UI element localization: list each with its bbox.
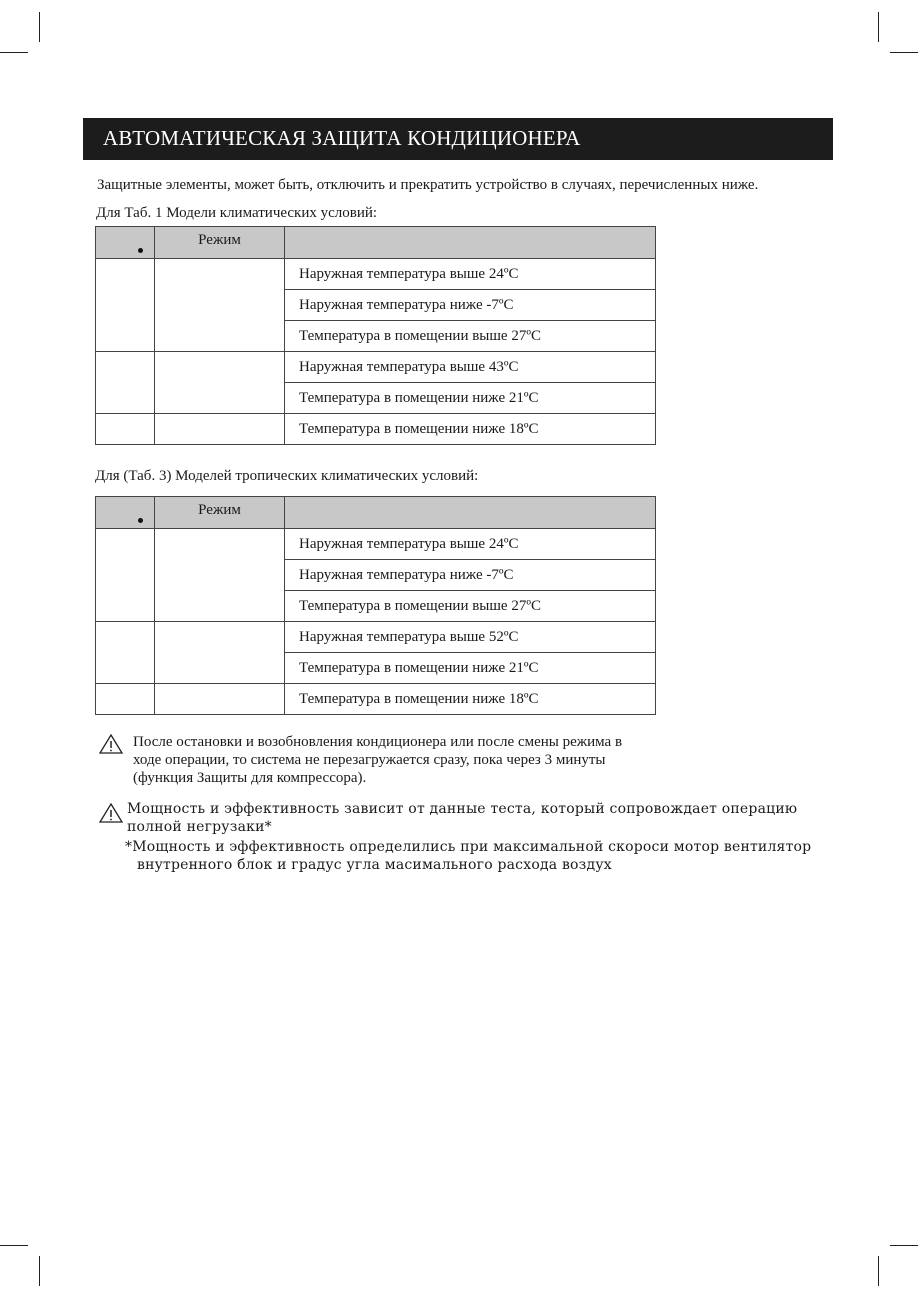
note-compressor-line1: После остановки и возобновления кондиционера или после смены режима в	[133, 734, 623, 750]
mode-icon-cell	[96, 259, 155, 352]
table-row	[96, 259, 656, 290]
mode-icon-cell	[96, 622, 155, 684]
condition-cell: Температура в помещении ниже 21ºC	[285, 383, 656, 414]
crop-mark	[890, 52, 918, 53]
condition-cell: Наружная температура выше 52ºC	[285, 622, 656, 653]
header-mode-label: Режим	[198, 232, 241, 248]
note-compressor-line2: ходе операции, то система не перезагружается сразу, пока через 3 минуты	[133, 752, 606, 768]
bullet-dot-icon	[138, 518, 143, 523]
section-title-bar	[83, 118, 833, 160]
table-row	[96, 352, 656, 383]
mode-name-cell	[155, 259, 285, 352]
condition-cell: Температура в помещении выше 27ºC	[285, 591, 656, 622]
protection-table-3	[95, 496, 656, 715]
mode-name-cell	[155, 352, 285, 414]
crop-mark	[878, 12, 879, 42]
warning-triangle-icon	[99, 803, 123, 823]
table1-caption: Для Таб. 1 Модели климатических условий:	[96, 205, 378, 221]
intro-text: Защитные элементы, может быть, отключить и прекратить устройство в случаях, перечисленных ниже.	[97, 177, 759, 193]
crop-mark	[39, 12, 40, 42]
condition-cell: Температура в помещении выше 27ºC	[285, 321, 656, 352]
mode-name-cell	[155, 529, 285, 622]
condition-cell: Наружная температура выше 43ºC	[285, 352, 656, 383]
crop-mark	[0, 1245, 28, 1246]
header-condition-cell	[285, 497, 656, 529]
table3-caption: Для (Таб. 3) Моделей тропических климатических условий:	[95, 468, 479, 484]
header-mode-cell	[155, 227, 285, 259]
header-condition-cell	[285, 227, 656, 259]
mode-name-cell	[155, 684, 285, 715]
table-row	[96, 414, 656, 445]
mode-name-cell	[155, 622, 285, 684]
crop-mark	[890, 1245, 918, 1246]
header-bullet-cell	[96, 227, 155, 259]
note-capacity-line1: Мощность и эффективность зависит от данные теста, который сопровождает операцию	[127, 801, 798, 817]
condition-cell: Наружная температура ниже -7ºC	[285, 560, 656, 591]
mode-icon-cell	[96, 529, 155, 622]
crop-mark	[878, 1256, 879, 1286]
table-row	[96, 529, 656, 560]
mode-icon-cell	[96, 352, 155, 414]
bullet-dot-icon	[138, 248, 143, 253]
warning-triangle-icon	[99, 734, 123, 754]
condition-cell: Температура в помещении ниже 21ºC	[285, 653, 656, 684]
note-footnote-line1: *Мощность и эффективность определились при максимальной скороси мотор вентилятор	[125, 839, 812, 855]
mode-icon-cell	[96, 684, 155, 715]
crop-mark	[0, 52, 28, 53]
protection-table-1	[95, 226, 656, 445]
table-header-row	[96, 227, 656, 259]
condition-cell: Наружная температура выше 24ºC	[285, 529, 656, 560]
condition-cell: Наружная температура выше 24ºC	[285, 259, 656, 290]
condition-cell: Температура в помещении ниже 18ºC	[285, 684, 656, 715]
crop-mark	[39, 1256, 40, 1286]
table-row	[96, 684, 656, 715]
mode-icon-cell	[96, 414, 155, 445]
condition-cell: Наружная температура ниже -7ºC	[285, 290, 656, 321]
table-row	[96, 622, 656, 653]
mode-name-cell	[155, 414, 285, 445]
header-mode-label: Режим	[198, 502, 241, 518]
condition-cell: Температура в помещении ниже 18ºC	[285, 414, 656, 445]
note-compressor-line3: (функция Защиты для компрессора).	[133, 770, 367, 786]
header-bullet-cell	[96, 497, 155, 529]
page-title: АВТОМАТИЧЕСКАЯ ЗАЩИТА КОНДИЦИОНЕРА	[103, 126, 581, 150]
header-mode-cell	[155, 497, 285, 529]
note-capacity-line2: полной негрузаки*	[127, 819, 272, 835]
note-footnote-line2: внутренного блок и градус угла масимального расхода воздух	[137, 857, 612, 873]
table-header-row	[96, 497, 656, 529]
